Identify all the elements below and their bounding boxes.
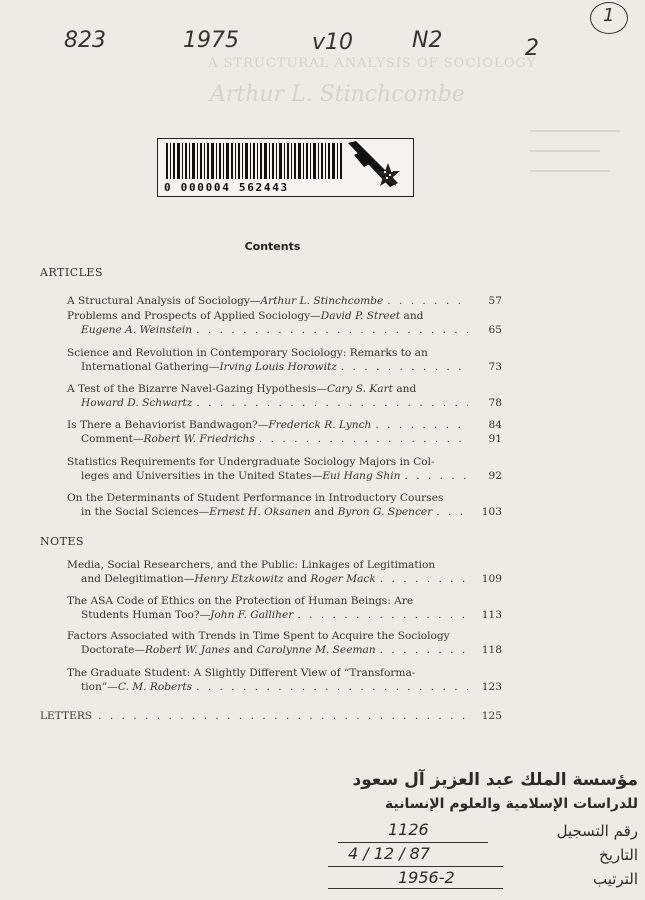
page-number: 103 <box>481 506 502 518</box>
barcode-bars <box>166 143 344 179</box>
contents-heading: Contents <box>244 240 301 253</box>
barcode-number: 0 000004 562443 <box>164 181 289 194</box>
handwritten-volume: v10 <box>312 30 354 55</box>
page-number: 84 <box>488 419 502 431</box>
stamp-institution-sub: للدراسات الإسلامية والعلوم الإنسانية <box>385 796 638 812</box>
section-articles: ARTICLES <box>40 266 104 279</box>
toc-entry[interactable]: Media, Social Researchers, and the Public: Linkages of Legitimation and Delegitimation—Henry Etzkowitz and Roger Mack . . . 109 <box>67 558 502 586</box>
page-number: 57 <box>488 295 502 307</box>
section-letters: LETTERS <box>40 710 93 722</box>
page-number: 123 <box>481 681 502 693</box>
handwritten-number: 823 <box>64 28 106 53</box>
barcode-label <box>157 138 414 197</box>
bleed-title: A STRUCTURAL ANALYSIS OF SOCIOLOGY <box>208 56 537 71</box>
page-number: 92 <box>488 470 502 482</box>
toc-entry[interactable]: The ASA Code of Ethics on the Protection of Human Beings: Are Students Human Too?—John F. Galliher . . . 113 <box>67 594 502 622</box>
page-number: 91 <box>488 433 502 445</box>
toc-entry-letters[interactable] <box>40 710 502 722</box>
toc-entry[interactable]: Factors Associated with Trends in Time Spent to Acquire the Sociology Doctorate—Robert W. Janes and Carolynne M. Seeman . . . 118 <box>67 629 502 657</box>
page-number: 73 <box>488 361 502 373</box>
page-number: 113 <box>481 609 502 621</box>
section-notes: NOTES <box>40 535 85 548</box>
toc-entry[interactable]: A Test of the Bizarre Navel-Gazing Hypothesis—Cary S. Kart and Howard D. Schwartz . . . 78 <box>67 382 502 410</box>
page-number: 65 <box>488 324 502 336</box>
stamp-order-value: 1956-2 <box>398 868 455 887</box>
stamp-institution: مؤسسة الملك عبد العزيز آل سعود <box>352 770 638 790</box>
page-number: 118 <box>481 644 502 656</box>
library-logo-icon <box>348 141 406 191</box>
toc-entry[interactable]: On the Determinants of Student Performance in Introductory Courses in the Social Sciences—Ernest H. Oksanen and Byron G. Spencer . . . 103 <box>67 491 502 519</box>
toc-entry[interactable]: The Graduate Student: A Slightly Different View of “Transforma- tion”—C. M. Roberts . . . 123 <box>67 666 502 694</box>
toc-entry[interactable]: Statistics Requirements for Undergraduate Sociology Majors in Col- leges and Universities in the United States—Eui Hang Shin . . . 92 <box>67 455 502 483</box>
stamp-date-value: 4 / 12 / 87 <box>348 844 431 863</box>
stamp-order-label: الترتيب <box>593 870 638 888</box>
stamp-reg-value: 1126 <box>388 820 429 839</box>
library-stamp <box>318 770 638 895</box>
handwritten-mark: 2 <box>525 36 539 61</box>
toc-entry[interactable]: Problems and Prospects of Applied Sociology—David P. Street and Eugene A. Weinstein . . . 65 <box>67 309 502 337</box>
handwritten-year: 1975 <box>183 28 239 53</box>
page-number: 125 <box>481 710 502 722</box>
stamp-reg-label: رقم التسجيل <box>556 822 638 840</box>
stamp-date-label: التاريخ <box>599 846 638 864</box>
page-number: 109 <box>481 573 502 585</box>
toc-entry[interactable]: Science and Revolution in Contemporary Sociology: Remarks to an International Gathering—Irving Louis Horowitz . . . 73 <box>67 346 502 374</box>
bleed-author: Arthur L. Stinchcombe <box>210 82 465 107</box>
page-number: 78 <box>488 397 502 409</box>
toc-entry[interactable]: A Structural Analysis of Sociology—Arthur L. Stinchcombe . . . 57 <box>67 294 502 308</box>
circled-number: 1 <box>590 2 628 34</box>
toc-entry[interactable]: Is There a Behaviorist Bandwagon?—Frederick R. Lynch . . . 84 Comment—Robert W. Friedrichs . . . 91 <box>67 418 502 446</box>
handwritten-issue: N2 <box>412 28 443 53</box>
